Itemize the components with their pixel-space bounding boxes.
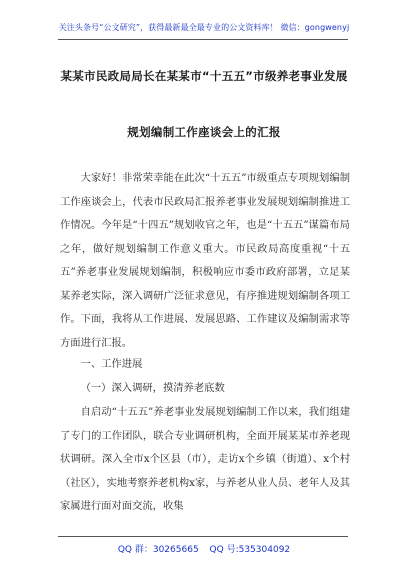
document-title-line-2: 规划编制工作座谈会上的汇报 (127, 125, 281, 139)
page-header: 关注头条号“公文研究”，获得最新最全最专业的公文资料库！ 微信：gongwenyj (58, 23, 350, 32)
body-block (60, 401, 350, 519)
qq-number-text: QQ 号:535304092 (209, 545, 291, 555)
section-heading: 一、工作进展 (80, 358, 143, 370)
intro-paragraph: 大家好！非常荣幸能在此次“十五五”市级重点专项规划编制工作座谈会上，代表市民政局汇报养老事业发展规划编制推进工作情况。今年是“十四五”规划收官之年，也是“十五五”谋篇布局之年，做好规划编制工作意义重大。市民政局高度重视“十五五”养老事业发展规划编制，积极响应市委市政府部署，立足某某养老实际，深入调研广泛征求意见，有序推进规划编制各项工作。下面，我将从工作进展、发展思路、工作建议及编制需求等方面进行汇报。 (60, 172, 350, 349)
intro-block (60, 167, 350, 355)
qq-group-text: QQ 群：30265665 (117, 545, 199, 555)
body-paragraph: 自启动“十五五”养老事业发展规划编制工作以来，我们组建了专门的工作团队，联合专业调研机构，全面开展某某市养老现状调研。深入全市x个区县（市），走访x个乡镇（街道）、x个村（社区），实地考察养老机构x家，与养老从业人员、老年人及其家属进行面对面交流，收集 (60, 406, 350, 512)
subsection-heading: （一）深入调研，摸清养老底数 (80, 382, 225, 394)
section-block (60, 353, 350, 377)
footer-divider (58, 536, 348, 537)
header-divider (58, 39, 348, 40)
page-footer (0, 542, 408, 555)
document-title-line-1: 某某市民政局局长在某某市“十五五”市级养老事业发展 (60, 69, 348, 83)
subsection-block (60, 377, 350, 401)
